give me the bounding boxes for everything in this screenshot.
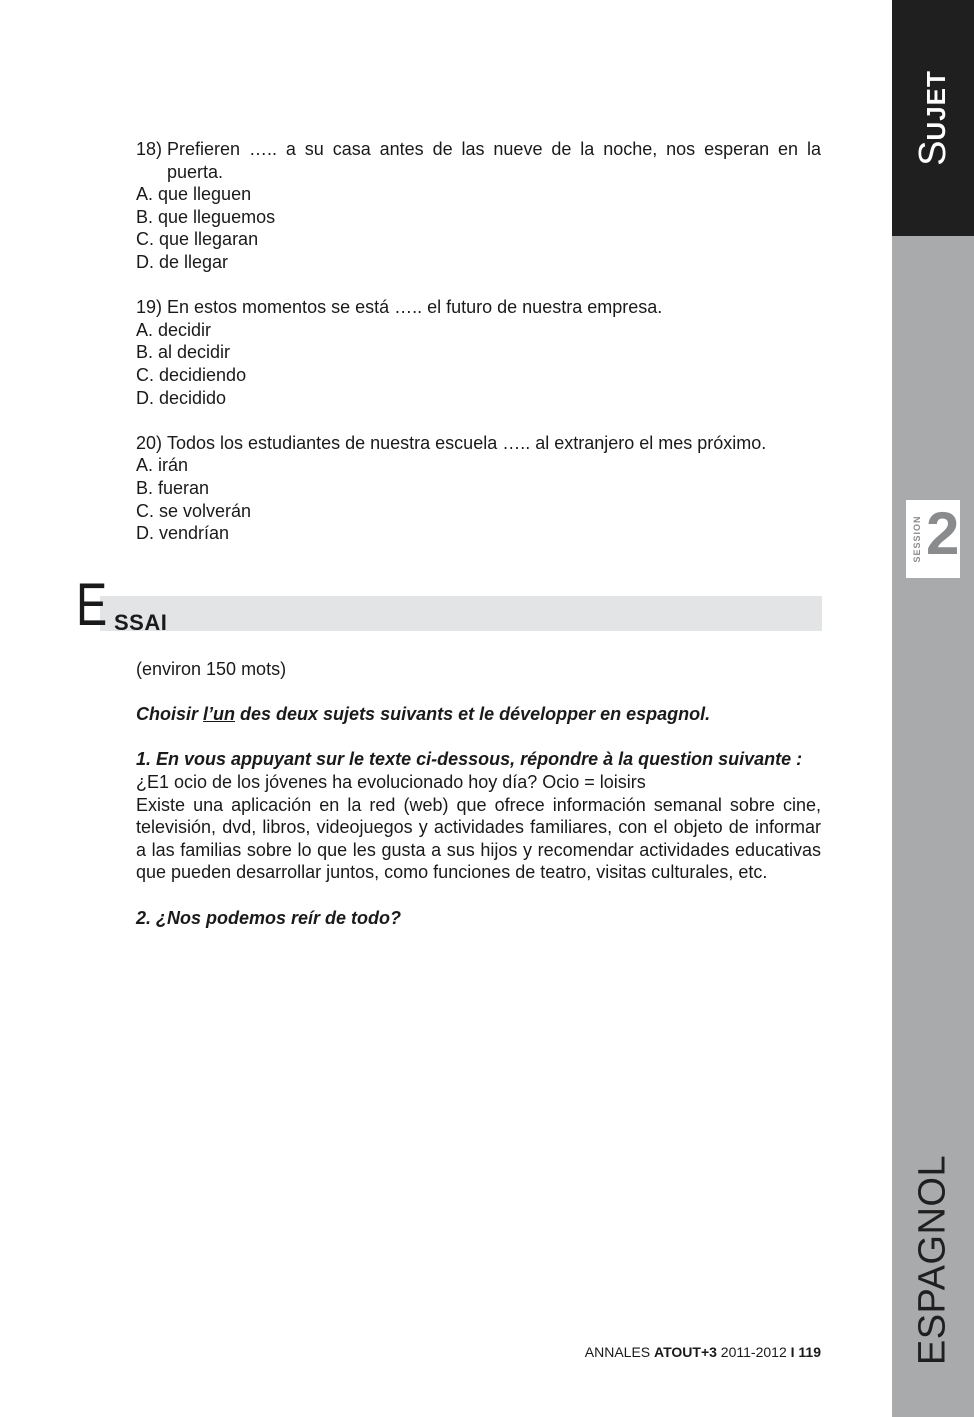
topic-1-title: 1. En vous appuyant sur le texte ci-dessous, répondre à la question suivante : (136, 749, 803, 770)
question-18 (136, 138, 821, 274)
question-19 (136, 296, 821, 409)
instruction-before: Choisir (136, 704, 204, 725)
answer-option: C. se volverán (136, 500, 252, 521)
section-label-rest: UJET (921, 70, 951, 141)
section-label-initial: S (912, 140, 954, 166)
footer-separator: I (790, 1344, 795, 1360)
answer-option: A. que lleguen (136, 184, 252, 205)
question-number: 19) (136, 297, 163, 318)
answer-option: D. decidido (136, 387, 227, 408)
page-number: 119 (798, 1344, 821, 1360)
answer-option: A. irán (136, 455, 189, 476)
instruction (136, 703, 821, 726)
question-text: Prefieren ….. a su casa antes de las nueve de la noche, nos esperan en la puerta. (167, 139, 821, 182)
topic-1-text: Existe una aplicación en la red (web) que ofrece información semanal sobre cine, televisión, dvd, libros, videojuegos y actividades familiares, con el objeto de informar a las familias sobre lo que les gusta a sus hijos y recomendar actividades educativas que pueden desarrollar juntos, como funciones de teatro, visitas culturales, etc. (136, 794, 821, 883)
length-note: (environ 150 mots) (136, 659, 287, 679)
essai-heading (76, 571, 822, 638)
subject-label: ESPAGNOL (911, 1154, 954, 1366)
answer-option: C. que llegaran (136, 229, 259, 250)
session-word: SESSION (912, 515, 922, 563)
answer-option: A. decidir (136, 319, 212, 340)
footer-brand: ATOUT+3 (654, 1344, 717, 1360)
sidebar-section-tab (892, 0, 974, 236)
heading-initial: E (76, 571, 108, 638)
heading-rest: SSAI (114, 610, 168, 635)
question-text: Todos los estudiantes de nuestra escuela ….. al extranjero el mes próximo. (167, 432, 767, 453)
footer-years: 2011-2012 (716, 1344, 791, 1360)
instruction-underlined: l’un (203, 704, 236, 725)
question-number: 20) (136, 432, 163, 453)
footer-prefix: ANNALES (584, 1344, 655, 1360)
answer-option: B. fueran (136, 477, 210, 498)
topic-2-title: 2. ¿Nos podemos reír de todo? (136, 907, 402, 928)
session-badge (906, 500, 960, 578)
section-label (914, 70, 952, 166)
sidebar (892, 0, 974, 1417)
instruction-after: des deux sujets suivants et le développer en espagnol. (235, 704, 711, 725)
answer-option: D. de llegar (136, 251, 229, 272)
answer-option: B. al decidir (136, 342, 231, 363)
essai-body (136, 658, 821, 952)
question-list (136, 138, 821, 567)
answer-option: B. que lleguemos (136, 206, 276, 227)
answer-option: D. vendrían (136, 523, 230, 544)
page-footer (585, 1344, 821, 1360)
question-text: En estos momentos se está ….. el futuro de nuestra empresa. (167, 297, 663, 318)
heading-band (100, 596, 822, 631)
topic-1-question: ¿E1 ocio de los jóvenes ha evolucionado hoy día? Ocio = loisirs (136, 771, 646, 792)
session-number: 2 (926, 500, 960, 567)
question-number: 18) (136, 139, 163, 159)
answer-option: C. decidiendo (136, 364, 247, 385)
question-20 (136, 432, 821, 545)
